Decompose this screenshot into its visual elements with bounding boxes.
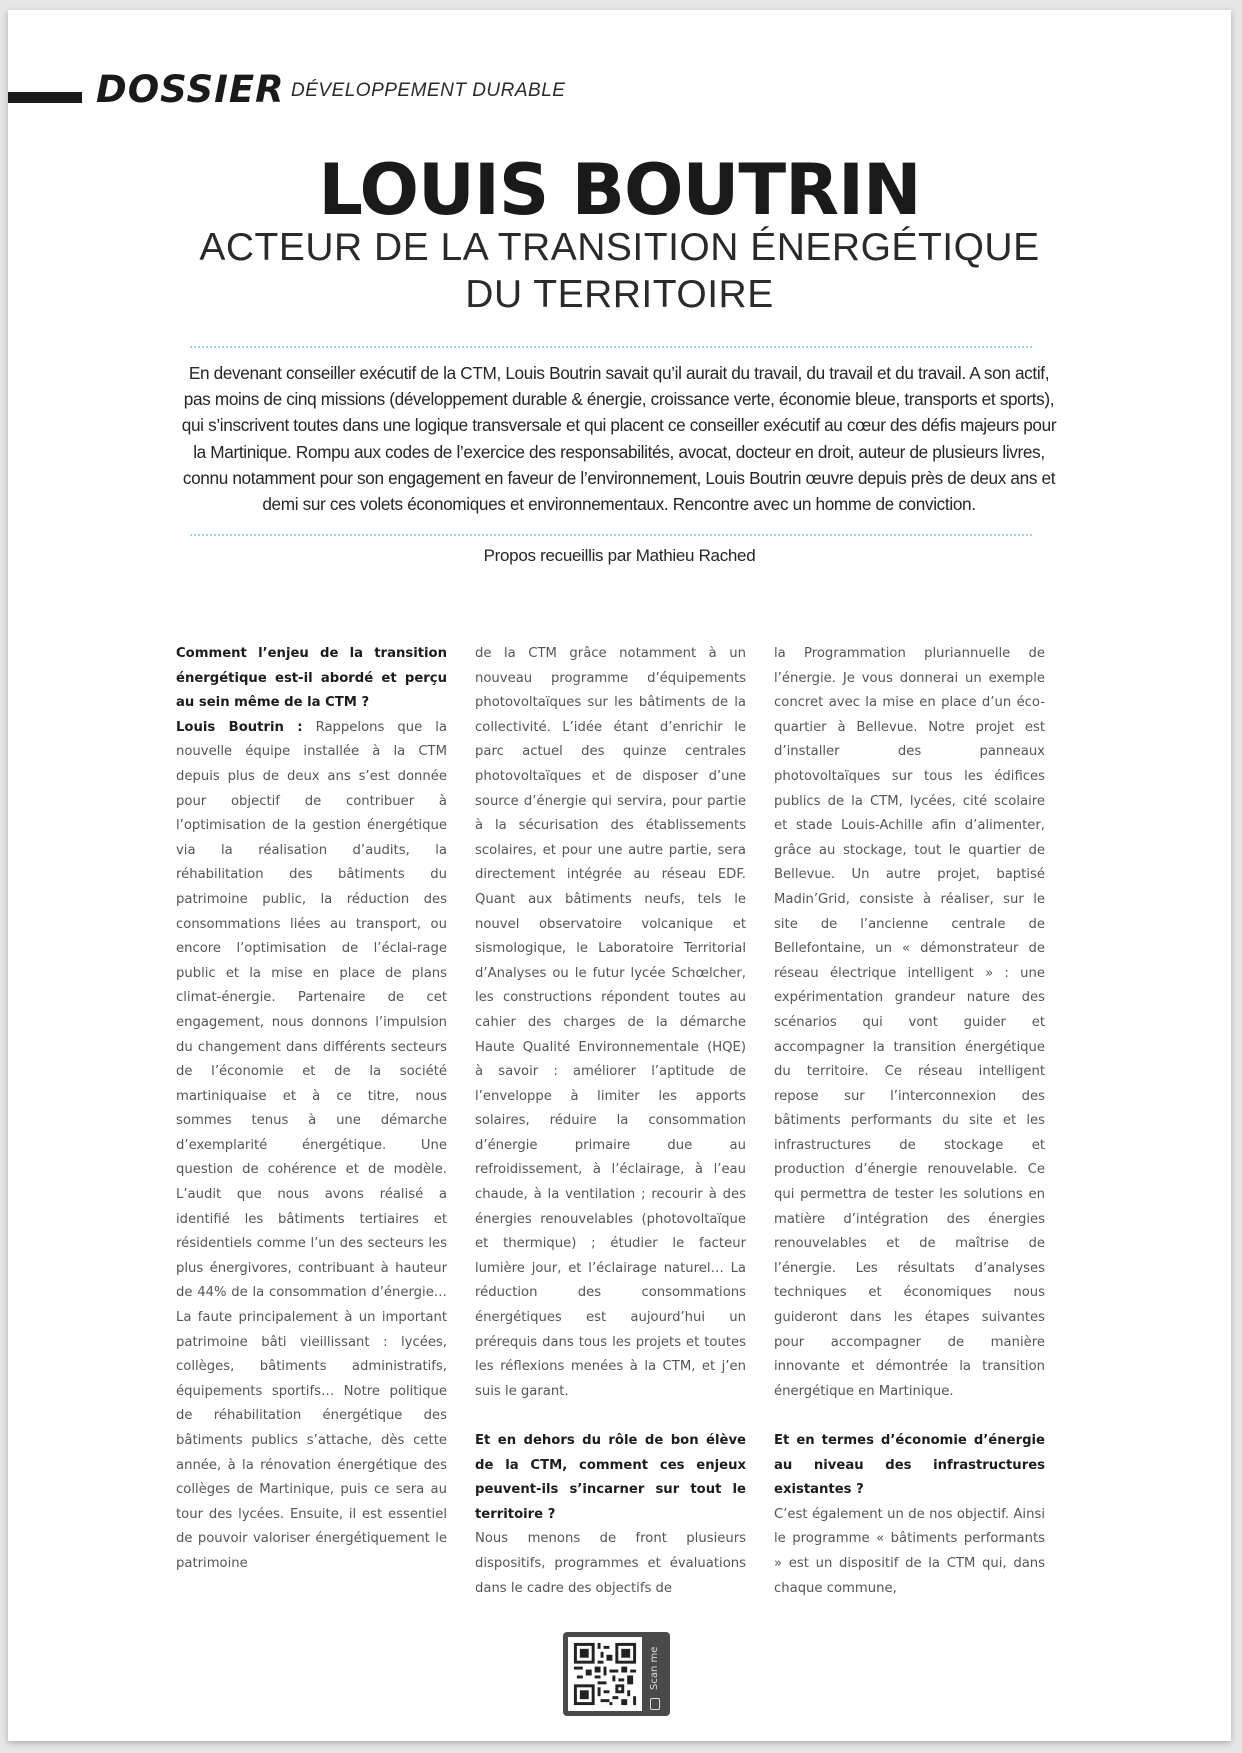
qr-code-badge[interactable] [563,1632,670,1716]
qr-scan-label: Scan me [649,1646,660,1690]
interview-question: Comment l’enjeu de la transition énergétique est-il abordé et perçu au sein même de la CTM ? [176,646,447,711]
column-1 [176,642,447,1577]
magazine-page [8,10,1231,1741]
qr-code-icon [568,1637,642,1711]
article-title: LOUIS BOUTRIN [318,149,921,231]
interview-answer [176,716,447,1577]
phone-icon [650,1698,660,1710]
subtitle-line-2: DU TERRITOIRE [465,273,774,316]
answer-text: C’est également un de nos objectif. Ainsi le programme « bâtiments performants » est un dispositif de la CTM qui, dans chaque commune, [774,1506,1045,1596]
answer-text: Nous menons de front plusieurs dispositifs, programmes et évaluations dans le cadre des objectifs de [475,1531,746,1596]
interview-question: Et en dehors du rôle de bon élève de la CTM, comment ces enjeux peuvent-ils s’incarner sur tout le territoire ? [475,1433,746,1522]
speaker-name: Louis Boutrin : [176,719,303,735]
article-subtitle [8,224,1231,318]
subsection-label: DÉVELOPPEMENT DURABLE [291,80,566,101]
answer-text: Rappelons que la nouvelle équipe installée à la CTM depuis plus de deux ans s’est donnée pour objectif de contribuer à l’optimisation de la gestion énergétique via la réalisation d’audits, la réhabilitation des bâtiments du patrimoine public, la réduction des consommations liées au transport, ou encore l’optimisation de l’éclai-rage public et la mise en place de plans climat-énergie. Partenaire de cet engagement, nous donnons l’impulsion du changement dans différents secteurs de l’économie et de la société martiniquaise et à ce titre, nous sommes tenus à une démarche d’exemplarité énergétique. Une question de cohérence et de modèle. L’audit que nous avons réalisé a identifié les bâtiments tertiaires et résidentiels comme l’un des secteurs les plus énergivores, contribuant à hauteur de 44% de la consommation d’énergie… La faute principalement à un important patrimoine bâti vieillissant : lycées, collèges, bâtiments administratifs, équipements sportifs… Notre politique de réhabilitation énergétique des bâtiments publics s’attache, dès cette année, à la rénovation énergétique des collèges de Martinique, puis ce sera au tour des lycées. Ensuite, il est essentiel de pouvoir valoriser énergétiquement le patrimoine [176,719,447,1571]
answer-continued: la Programmation pluriannuelle de l’énergie. Je vous donnerai un exemple concret avec la mise en place d’un éco-quartier à Bellevue. Notre projet est d’installer des panneaux photovoltaïques sur tous les édifices publics de la CTM, lycées, cité scolaire et stade Louis-Achille afin d’alimenter, grâce au stockage, tout le quartier de Bellevue. Un autre projet, baptisé Madin’Grid, consiste à réaliser, sur le site de l’ancienne centrale de Bellefontaine, un « démonstrateur de réseau électrique intelligent » : une expérimentation grandeur nature des scénarios qui vont guider et accompagner la transition énergétique du territoire. Ce réseau intelligent repose sur l’interconnexion des bâtiments performants du site et les infrastructures de stockage et production d’énergie renouvelable. Ce qui permettra de tester les solutions en matière d’intégration des énergies renouvelables et de maîtrise de l’énergie. Les résultats d’analyses techniques et économiques nous guideront dans les étapes suivantes pour accompagner de manière innovante et démontrée la transition énergétique en Martinique. [774,646,1045,1399]
column-3 [774,642,1045,1601]
article-intro: En devenant conseiller exécutif de la CTM, Louis Boutrin savait qu’il aurait du travail, du travail et du travail. A son actif, pas moins de cinq missions (développement durable & énergie, croissance verte, économie bleue, transports et sports), qui s’inscrivent toutes dans une logique transversale et qui placent ce conseiller exécutif au cœur des défis majeurs pour la Martinique. Rompu aux codes de l’exercice des responsabilités, avocat, docteur en droit, auteur de plusieurs livres, connu notamment pour son engagement en faveur de l’environnement, Louis Boutrin œuvre depuis près de deux ans et demi sur ces volets économiques et environnementaux. Rencontre avec un homme de conviction. [181,363,1057,515]
spacer [774,1404,1045,1429]
dotted-divider-top [190,346,1032,348]
answer-continued: de la CTM grâce notamment à un nouveau programme d’équipements photovoltaïques sur les bâtiments de la collectivité. L’idée étant d’enrichir le parc actuel des quinze centrales photovoltaïques et de disposer d’une source d’énergie qui servira, pour partie à la sécurisation des établissements scolaires, et pour une autre partie, sera directement intégrée au réseau EDF. Quant aux bâtiments neufs, tels le nouvel observatoire volcanique et sismologique, le Laboratoire Territorial d’Analyses ou le futur lycée Schœlcher, les constructions répondent toutes au cahier des charges de la démarche Haute Qualité Environnementale (HQE) à savoir : améliorer l’aptitude de l’enveloppe à limiter les apports solaires, réduire la consommation d’énergie primaire due au refroidissement, à l’éclairage, à l’eau chaude, à la ventilation ; recourir à des énergies renouvelables (photovoltaïque et thermique) ; étudier le facteur lumière jour, et l’éclairage naturel… La réduction des consommations énergétiques est aujourd’hui un prérequis dans tous les projets et toutes les réflexions menées à la CTM, et j’en suis le garant. [475,646,746,1399]
dotted-divider-bottom [190,534,1032,536]
subtitle-line-1: ACTEUR DE LA TRANSITION ÉNERGÉTIQUE [199,226,1040,269]
column-2 [475,642,746,1601]
article-credit: Propos recueillis par Mathieu Rached [483,546,756,565]
section-bar [8,92,82,103]
interview-question: Et en termes d’économie d’énergie au niveau des infrastructures existantes ? [774,1433,1045,1498]
spacer [475,1404,746,1429]
section-label: DOSSIER [96,68,285,111]
